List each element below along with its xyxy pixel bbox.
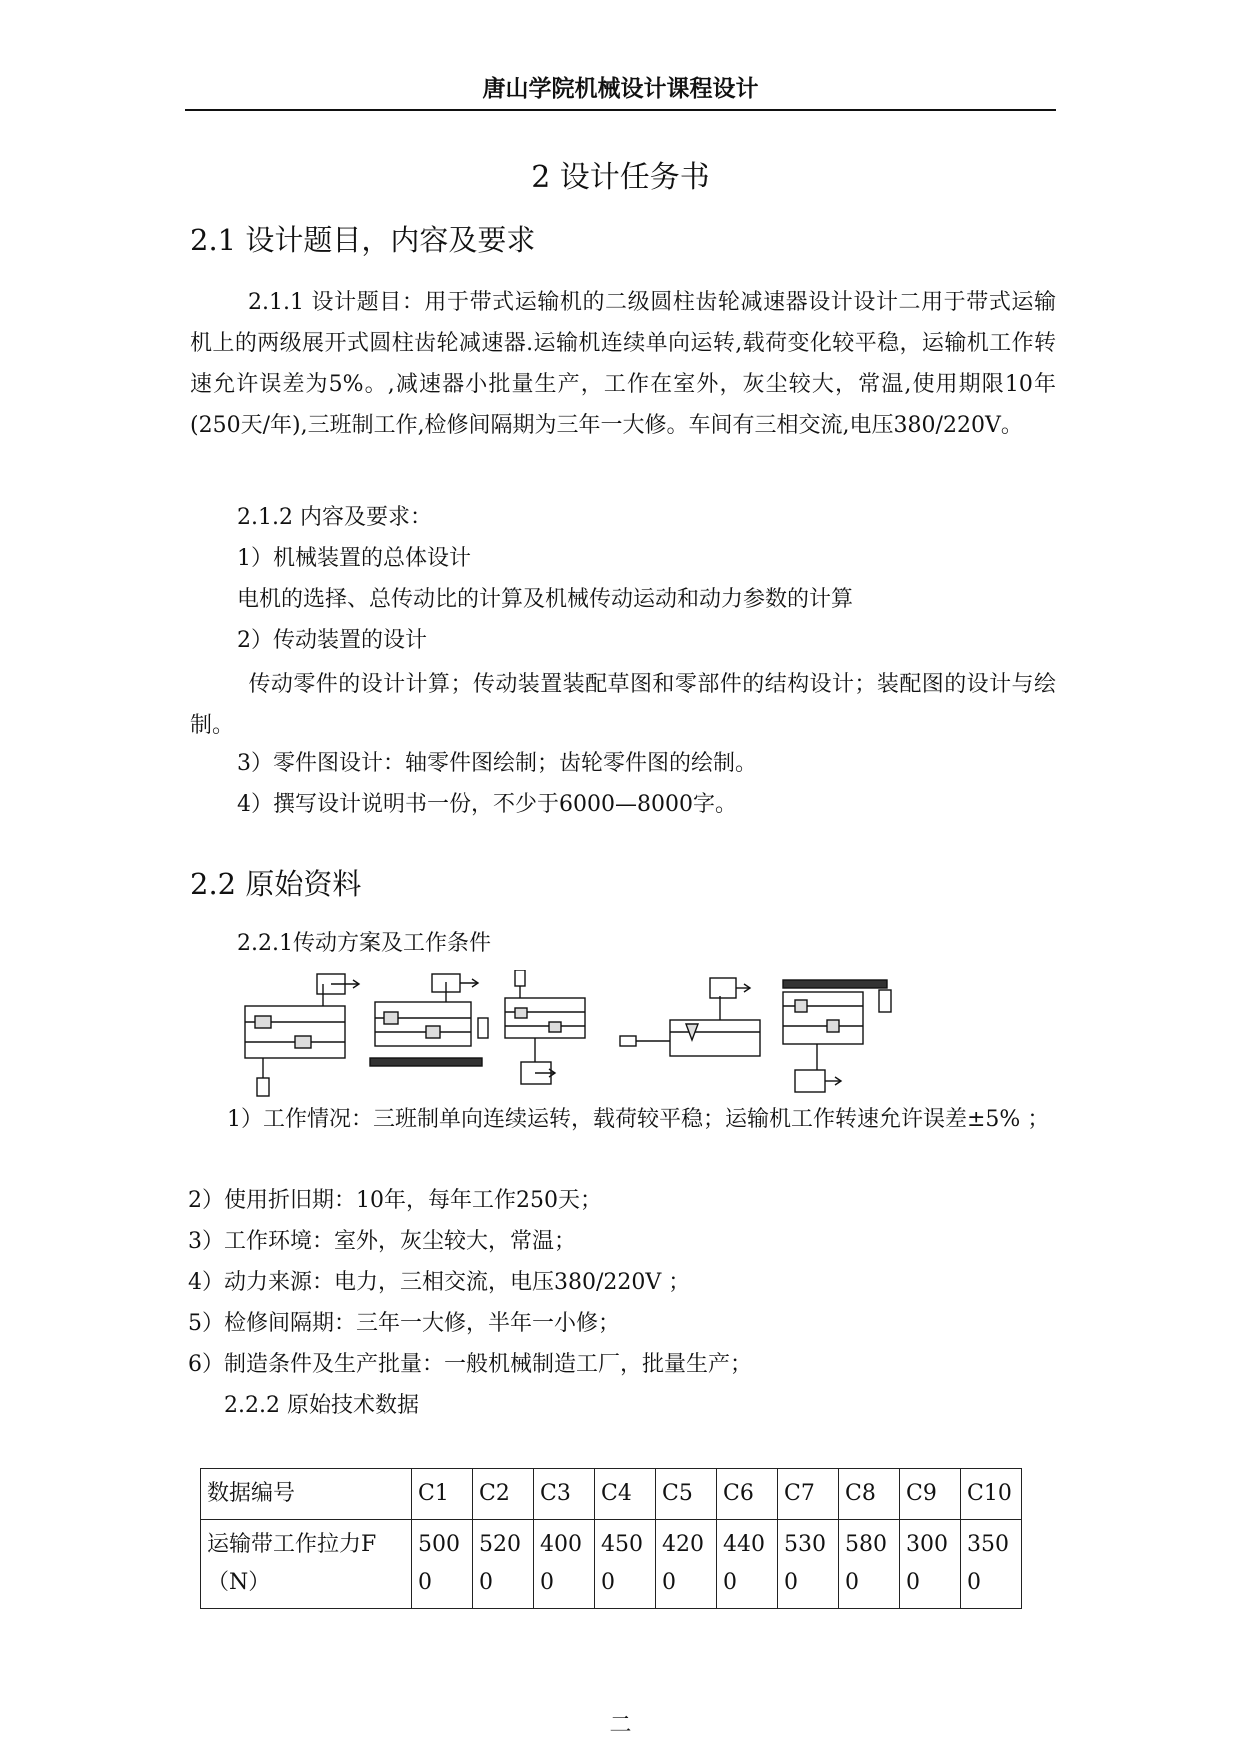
table-cell: 4500 [595,1520,656,1609]
table-cell: 5000 [412,1520,473,1609]
table-cell: 4400 [717,1520,778,1609]
item4: 4）撰写设计说明书一份，不少于6000—8000字。 [237,792,737,817]
table-col-header: C2 [473,1469,534,1520]
label-2-2-2: 2.2.2 原始技术数据 [224,1393,419,1418]
item1-desc: 电机的选择、总传动比的计算及机械传动运动和动力参数的计算 [237,587,854,612]
table-col-header: C7 [778,1469,839,1520]
condition-5: 5）检修间隔期：三年一大修，半年一小修； [188,1311,620,1336]
scheme-4 [620,978,760,1056]
table-header-row [201,1469,1022,1520]
item1-title: 1）机械装置的总体设计 [237,546,471,571]
paragraph-2-1-1-text: 2.1.1 设计题目：用于带式运输机的二级圆柱齿轮减速器设计设计二用于带式运输机上的两级展开式圆柱齿轮减速器.运输机连续单向运转,载荷变化较平稳，运输机工作转速允许误差为5%。,减速器小批量生产，工作在室外，灰尘较大，常温,使用期限10年(250天/年),三班制工作,检修间隔期为三年一大修。车间有三相交流,电压380/220V。 [190,290,1056,438]
item3: 3）零件图设计：轴零件图绘制；齿轮零件图的绘制。 [237,751,757,776]
table-cell: 4200 [656,1520,717,1609]
table-cell: 5800 [839,1520,900,1609]
header-rule [185,109,1056,111]
page-number: 二 [609,1713,632,1738]
transmission-schemes-figure [235,970,1010,1100]
table-col-header: C8 [839,1469,900,1520]
table-cell: 4000 [534,1520,595,1609]
scheme-5 [783,980,891,1092]
table-cell: 3500 [961,1520,1022,1609]
scheme-1 [245,974,359,1096]
paragraph-2-1-1 [190,282,1056,446]
table-col-header: C1 [412,1469,473,1520]
table-cell: 5300 [778,1520,839,1609]
table-col-header: C9 [900,1469,961,1520]
table-col-header: C5 [656,1469,717,1520]
label-2-1-2: 2.1.2 内容及要求： [237,505,432,530]
item2-title: 2）传动装置的设计 [237,628,427,653]
table-col-header: C10 [961,1469,1022,1520]
page-header-title: 唐山学院机械设计课程设计 [482,76,759,102]
item2-desc-para [190,664,1056,746]
scheme-2 [370,974,488,1066]
table-cell: 5200 [473,1520,534,1609]
table-col-header: C3 [534,1469,595,1520]
table-col-header: C6 [717,1469,778,1520]
section-heading-2-2: 2.2 原始资料 [190,867,362,901]
condition-1-text: 1）工作情况：三班制单向连续运转，载荷较平稳；运输机工作转速允许误差±5% ； [227,1107,1050,1132]
condition-3: 3）工作环境：室外，灰尘较大，常温； [188,1229,576,1254]
section-heading-2-1: 2.1 设计题目，内容及要求 [190,223,536,257]
table-col-header: C4 [595,1469,656,1520]
condition-4: 4）动力来源：电力，三相交流，电压380/220V ； [188,1270,691,1295]
chapter-title: 2 设计任务书 [531,160,710,195]
scheme-3 [505,970,585,1084]
table-cell: 3000 [900,1520,961,1609]
condition-1 [227,1099,1056,1140]
technical-data-table [200,1468,1022,1609]
table-row-label: 运输带工作拉力F（N） [201,1520,412,1609]
item2-desc: 传动零件的设计计算；传动装置装配草图和零部件的结构设计；装配图的设计与绘制。 [190,672,1056,738]
label-2-2-1: 2.2.1传动方案及工作条件 [237,931,491,956]
table-row [201,1520,1022,1609]
condition-2: 2）使用折旧期：10年，每年工作250天； [188,1188,602,1213]
table-header-label: 数据编号 [201,1469,412,1520]
condition-6: 6）制造条件及生产批量：一般机械制造工厂，批量生产； [188,1352,752,1377]
